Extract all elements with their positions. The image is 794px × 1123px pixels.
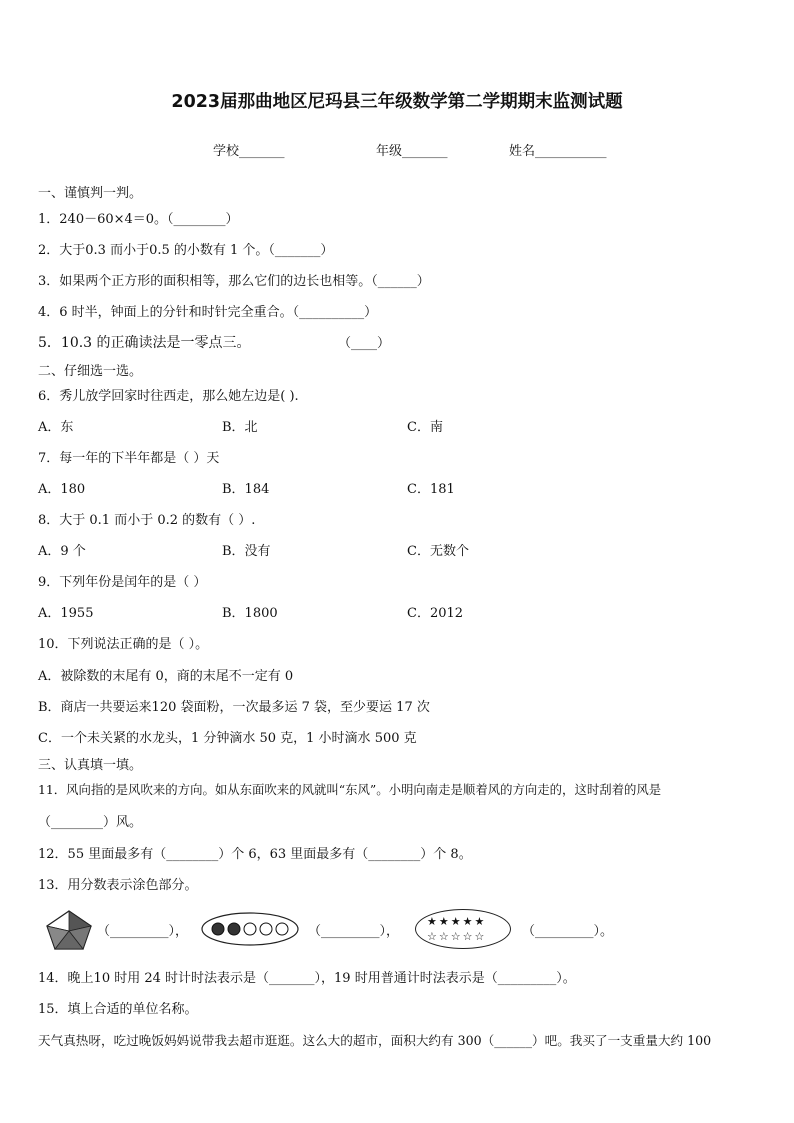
- grade-field: 年级_______: [376, 144, 448, 159]
- question-5-blank: （____）: [338, 336, 391, 351]
- question-7: 7．每一年的下半年都是（ ）天: [38, 451, 220, 466]
- q8-option-b: B．没有: [222, 544, 271, 559]
- q8-option-c: C．无数个: [407, 544, 469, 559]
- question-13: 13．用分数表示涂色部分。: [38, 878, 198, 893]
- question-3: 3．如果两个正方形的面积相等，那么它们的边长也相等。（______）: [38, 274, 430, 289]
- q9-option-b: B．1800: [222, 606, 278, 621]
- q7-option-c: C．181: [407, 482, 455, 497]
- q6-option-a: A．东: [38, 420, 74, 435]
- name-field: 姓名___________: [509, 144, 607, 159]
- q7-option-b: B．184: [222, 482, 270, 497]
- question-9: 9．下列年份是闰年的是（ ）: [38, 575, 207, 590]
- question-10: 10．下列说法正确的是（ ）。: [38, 637, 209, 652]
- question-5: 5．10.3 的正确读法是一零点三。: [38, 335, 251, 351]
- section-heading-2: 二、仔细选一选。: [38, 364, 143, 379]
- q6-option-c: C．南: [407, 420, 443, 435]
- q9-option-a: A．1955: [38, 606, 94, 621]
- question-14: 14．晚上10 时用 24 时计时法表示是（_______），19 时用普通计时法表示是（_________）。: [38, 971, 576, 986]
- section-heading-1: 一、谨慎判一判。: [38, 186, 143, 201]
- q13-blank-1: （_________），: [97, 924, 189, 939]
- q13-blank-3: （_________）。: [522, 924, 614, 939]
- pentagon-figure: [44, 909, 94, 951]
- question-11: 11．风向指的是风吹来的方向。如从东面吹来的风就叫“东风”。小明向南走是顺着风的方向走的，这时刮着的风是: [38, 782, 662, 797]
- stars-figure: [415, 909, 511, 949]
- q6-option-b: B．北: [222, 420, 258, 435]
- filled-stars-row: ★★★★★: [427, 915, 487, 928]
- question-12: 12．55 里面最多有（________）个 6，63 里面最多有（________）个 8。: [38, 847, 472, 862]
- question-6: 6．秀儿放学回家时往西走，那么她左边是( ).: [38, 389, 299, 404]
- q10-option-c: C．一个未关紧的水龙头，1 分钟滴水 50 克，1 小时滴水 500 克: [38, 731, 417, 746]
- q13-blank-2: （_________），: [308, 924, 400, 939]
- question-2: 2．大于0.3 而小于0.5 的小数有 1 个。（_______）: [38, 243, 334, 258]
- question-15-text: 天气真热呀，吃过晚饭妈妈说带我去超市逛逛。这么大的超市，面积大约有 300（______）吧。我买了一支重量大约 100: [38, 1033, 712, 1048]
- circles-figure: [200, 911, 300, 947]
- school-field: 学校_______: [213, 144, 285, 159]
- question-4: 4．6 时半，钟面上的分针和时针完全重合。（__________）: [38, 305, 378, 320]
- hollow-stars-row: ☆☆☆☆☆: [427, 930, 487, 943]
- section-heading-3: 三、认真填一填。: [38, 758, 143, 773]
- question-15: 15．填上合适的单位名称。: [38, 1002, 198, 1017]
- page-title: 2023届那曲地区尼玛县三年级数学第二学期期末监测试题: [171, 92, 623, 112]
- q8-option-a: A．9 个: [38, 544, 86, 559]
- question-8: 8．大于 0.1 而小于 0.2 的数有（ ）.: [38, 513, 256, 528]
- q10-option-b: B．商店一共要运来120 袋面粉，一次最多运 7 袋，至少要运 17 次: [38, 700, 430, 715]
- question-1: 1．240－60×4＝0。（________）: [38, 212, 239, 227]
- q9-option-c: C．2012: [407, 606, 464, 621]
- question-11-cont: （________）风。: [38, 815, 143, 830]
- q10-option-a: A．被除数的末尾有 0，商的末尾不一定有 0: [38, 669, 294, 684]
- q7-option-a: A．180: [38, 482, 86, 497]
